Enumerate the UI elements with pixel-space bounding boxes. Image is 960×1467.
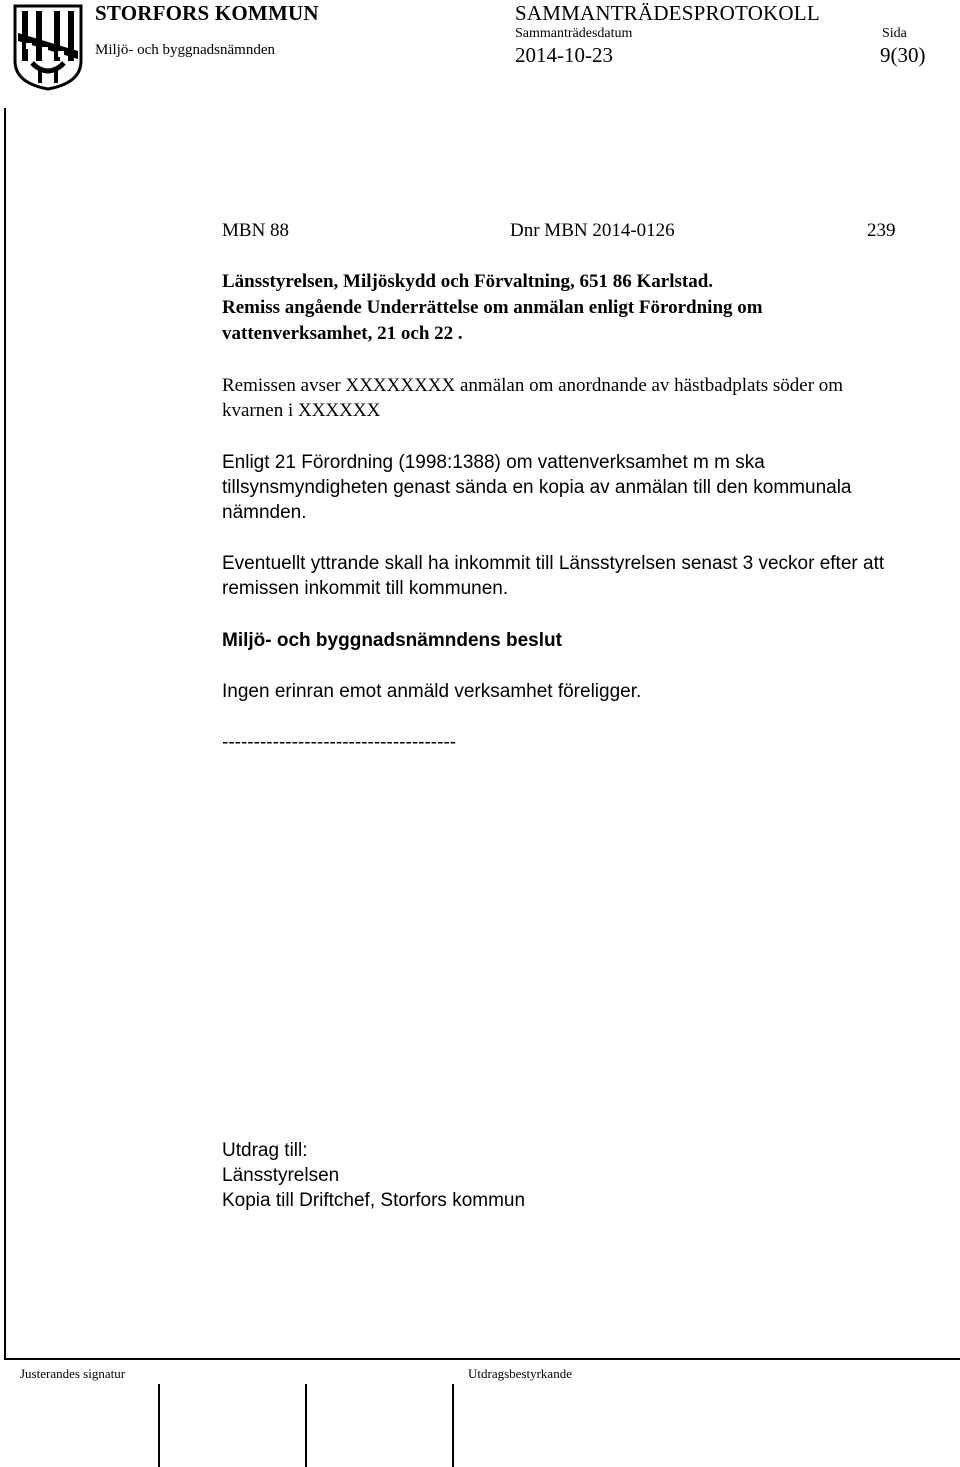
signature-box-line-1 [158, 1384, 160, 1467]
signature-box-line-2 [305, 1384, 307, 1467]
deadline-line: Eventuellt yttrande skall ha inkommit till Länsstyrelsen senast 3 veckor efter att [222, 553, 885, 574]
intro-line: kvarnen i XXXXXX [222, 400, 381, 421]
intro-line: Remissen avser XXXXXXXX anmälan om anordnande av hästbadplats söder om [222, 375, 844, 396]
decision-text: Ingen erinran emot anmäld verksamhet föreligger. [222, 681, 642, 702]
rule-line: tillsynsmyndigheten genast sända en kopia av anmälan till den kommunala [222, 477, 852, 498]
page-number: 9(30) [880, 43, 926, 67]
rule-line: nämnden. [222, 502, 307, 523]
footer-divider-line [4, 1358, 960, 1360]
distribution-recipient: Kopia till Driftchef, Storfors kommun [222, 1190, 526, 1211]
distribution-recipient: Länsstyrelsen [222, 1165, 340, 1186]
section-separator: ------------------------------------- [222, 732, 457, 753]
meeting-date-label: Sammanträdesdatum [515, 26, 633, 41]
diary-number: Dnr MBN 2014-0126 [510, 220, 675, 241]
certification-label: Utdragsbestyrkande [468, 1366, 572, 1381]
left-margin-line [4, 108, 6, 1360]
deadline-line: remissen inkommit till kommunen. [222, 578, 509, 599]
case-title-line: vattenverksamhet, 21 och 22 . [222, 323, 463, 344]
case-number: 239 [867, 220, 896, 241]
signature-label: Justerandes signatur [20, 1366, 126, 1381]
document-type: SAMMANTRÄDESPROTOKOLL [515, 1, 820, 25]
municipal-crest-logo [12, 3, 84, 91]
meeting-date: 2014-10-23 [515, 43, 613, 67]
case-title-line: Remiss angående Underrättelse om anmälan enligt Förordning om [222, 297, 763, 318]
case-title-line: Länsstyrelsen, Miljöskydd och Förvaltning, 651 86 Karlstad. [222, 271, 714, 292]
distribution-label: Utdrag till: [222, 1140, 308, 1161]
rule-line: Enligt 21 Förordning (1998:1388) om vattenverksamhet m m ska [222, 452, 765, 473]
decision-heading: Miljö- och byggnadsnämndens beslut [222, 630, 562, 651]
page-label: Sida [882, 26, 907, 41]
paragraph-reference: MBN 88 [222, 220, 290, 241]
signature-box-line-3 [452, 1384, 454, 1467]
committee-name: Miljö- och byggnadsnämnden [95, 42, 275, 58]
organization-name: STORFORS KOMMUN [95, 1, 319, 25]
